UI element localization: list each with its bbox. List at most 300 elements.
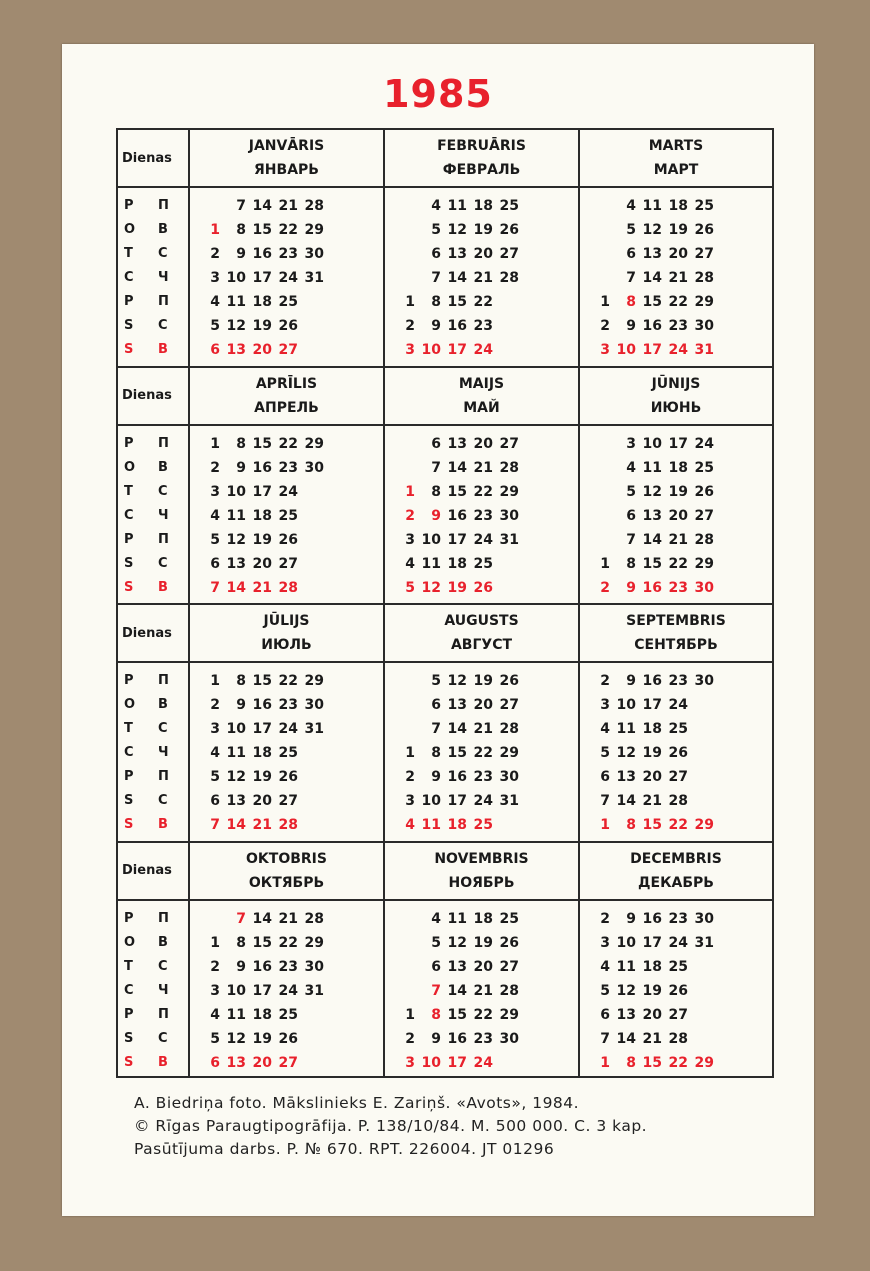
- day-number: 24: [278, 270, 298, 286]
- month-block: [383, 366, 578, 604]
- day-number: [389, 693, 415, 717]
- day-number: 6: [210, 555, 220, 572]
- day-number: [688, 1027, 714, 1051]
- day-number: [389, 218, 415, 242]
- day-number: 20: [668, 246, 688, 262]
- day-number: 17: [252, 483, 272, 500]
- weekday-latvian: P: [124, 435, 134, 451]
- month-header: [385, 843, 578, 901]
- day-number: 6: [210, 793, 220, 809]
- day-number: 7: [600, 1030, 610, 1047]
- day-number: 7: [431, 982, 441, 999]
- day-number: 4: [405, 555, 415, 572]
- day-number: 12: [642, 222, 662, 238]
- weekday-row: [124, 717, 192, 741]
- day-number: 11: [616, 721, 636, 737]
- day-number: 24: [278, 483, 298, 500]
- weekday-latvian: P: [124, 294, 134, 309]
- day-number: 12: [447, 222, 467, 238]
- day-number: 2: [210, 459, 220, 476]
- weekday-row: [124, 504, 192, 528]
- day-number: 15: [447, 745, 467, 761]
- day-number: 1: [405, 483, 415, 500]
- day-number: 17: [447, 531, 467, 548]
- day-number: 25: [278, 1006, 298, 1023]
- day-number: 10: [616, 697, 636, 713]
- weekday-latvian: O: [124, 934, 136, 950]
- day-number: [389, 979, 415, 1003]
- week-row: [194, 789, 383, 813]
- day-number: 28: [694, 531, 714, 548]
- day-number: 6: [626, 246, 636, 262]
- day-number: 4: [405, 817, 415, 833]
- month-header: [190, 605, 383, 663]
- day-number: [298, 1003, 324, 1027]
- day-number: 10: [616, 342, 636, 358]
- day-number: 28: [668, 793, 688, 809]
- day-number: 31: [304, 721, 324, 737]
- week-row: [389, 218, 578, 242]
- day-number: 28: [278, 579, 298, 596]
- day-number: 30: [499, 769, 519, 785]
- day-number: [688, 765, 714, 789]
- day-number: 24: [473, 531, 493, 548]
- day-number: [688, 693, 714, 717]
- day-number: 20: [252, 342, 272, 358]
- day-number: 16: [252, 958, 272, 975]
- day-number: 9: [626, 673, 636, 689]
- week-row: [194, 290, 383, 314]
- weekday-russian: В: [158, 1054, 168, 1070]
- day-number: 16: [447, 769, 467, 785]
- day-number: 23: [473, 507, 493, 524]
- day-number: 27: [499, 697, 519, 713]
- day-number: 17: [668, 435, 688, 452]
- week-row: [194, 456, 383, 480]
- week-row: [194, 979, 383, 1003]
- day-number: 27: [499, 435, 519, 452]
- day-number: 22: [668, 294, 688, 310]
- day-number: 13: [447, 958, 467, 975]
- weekday-row: [124, 1027, 192, 1051]
- day-number: 10: [226, 721, 246, 737]
- day-number: 26: [694, 222, 714, 238]
- week-row: [389, 765, 578, 789]
- day-number: 11: [226, 507, 246, 524]
- day-number: 28: [304, 910, 324, 927]
- day-number: 9: [626, 910, 636, 927]
- day-number: 31: [694, 342, 714, 358]
- day-number: 10: [642, 435, 662, 452]
- day-number: 14: [226, 817, 246, 833]
- week-row: [584, 290, 772, 314]
- day-number: 26: [278, 318, 298, 334]
- month-name-russian: ОКТЯБРЬ: [248, 874, 325, 891]
- weekday-russian: В: [158, 934, 168, 950]
- day-number: 15: [447, 294, 467, 310]
- week-row: [584, 218, 772, 242]
- week-row: [194, 717, 383, 741]
- day-number: 4: [626, 198, 636, 214]
- weekday-row: [124, 741, 192, 765]
- week-row: [584, 1051, 772, 1075]
- week-row: [389, 504, 578, 528]
- day-number: 13: [447, 246, 467, 262]
- day-number: 18: [668, 198, 688, 214]
- day-number: 21: [252, 817, 272, 833]
- day-number: 27: [694, 507, 714, 524]
- day-number: 4: [600, 958, 610, 975]
- day-number: 12: [616, 745, 636, 761]
- week-row: [389, 194, 578, 218]
- day-number: [298, 765, 324, 789]
- day-number: 6: [431, 697, 441, 713]
- day-number: 6: [626, 507, 636, 524]
- week-row: [584, 576, 772, 600]
- day-number: 2: [600, 579, 610, 596]
- day-number: 20: [252, 1054, 272, 1071]
- day-number: 4: [210, 1006, 220, 1023]
- day-number: 25: [668, 721, 688, 737]
- month-block: [578, 603, 774, 841]
- week-row: [389, 955, 578, 979]
- day-number: 21: [642, 793, 662, 809]
- day-number: [493, 813, 519, 837]
- day-number: [389, 669, 415, 693]
- month-name-russian: МАЙ: [463, 399, 500, 416]
- day-number: 22: [278, 435, 298, 452]
- day-number: [584, 218, 610, 242]
- day-number: 29: [304, 222, 324, 238]
- day-number: 6: [600, 769, 610, 785]
- day-number: 3: [405, 531, 415, 548]
- day-number: 19: [642, 745, 662, 761]
- month-name-russian: ИЮЛЬ: [261, 637, 312, 653]
- week-row: [194, 1051, 383, 1075]
- week-row: [584, 480, 772, 504]
- month-name-latvian: MAIJS: [458, 375, 505, 392]
- day-number: 2: [405, 1030, 415, 1047]
- day-number: 26: [499, 673, 519, 689]
- weekday-russian: С: [158, 1030, 168, 1046]
- week-row: [584, 813, 772, 837]
- day-number: 7: [626, 531, 636, 548]
- weekday-latvian: S: [124, 793, 134, 808]
- day-number: 16: [447, 1030, 467, 1047]
- day-number: 8: [236, 673, 246, 689]
- week-row: [389, 1027, 578, 1051]
- month-block: [188, 841, 383, 1079]
- day-number: 7: [236, 910, 246, 927]
- week-row: [194, 813, 383, 837]
- weekday-row: [124, 907, 192, 931]
- weekday-russian: П: [158, 1006, 169, 1022]
- week-row: [389, 338, 578, 362]
- day-number: 20: [668, 507, 688, 524]
- day-number: 13: [616, 1006, 636, 1023]
- month-name-russian: ИЮНЬ: [650, 399, 702, 416]
- day-number: 20: [473, 246, 493, 262]
- day-number: 16: [447, 507, 467, 524]
- day-number: 20: [473, 697, 493, 713]
- day-number: 25: [668, 958, 688, 975]
- weekday-row: [124, 931, 192, 955]
- day-number: 22: [668, 555, 688, 572]
- day-number: 27: [278, 342, 298, 358]
- day-number: 9: [236, 246, 246, 262]
- day-number: 24: [473, 1054, 493, 1071]
- day-number: 1: [600, 1054, 610, 1071]
- week-row: [389, 907, 578, 931]
- day-number: 22: [278, 934, 298, 951]
- month-block: [578, 841, 774, 1079]
- day-number: 1: [405, 745, 415, 761]
- weekday-russian: П: [158, 673, 169, 688]
- day-number: 31: [499, 531, 519, 548]
- weekday-russian: Ч: [158, 982, 169, 998]
- month-name-russian: НОЯБРЬ: [448, 874, 515, 891]
- day-number: 23: [278, 246, 298, 262]
- day-number: 5: [431, 222, 441, 238]
- week-row: [584, 266, 772, 290]
- week-row: [389, 480, 578, 504]
- day-number: 5: [600, 745, 610, 761]
- day-number: 11: [642, 198, 662, 214]
- day-number: 28: [278, 817, 298, 833]
- day-number: 3: [210, 982, 220, 999]
- week-row: [584, 979, 772, 1003]
- day-number: 12: [642, 483, 662, 500]
- day-number: 2: [210, 246, 220, 262]
- day-number: 11: [616, 958, 636, 975]
- day-number: 22: [278, 673, 298, 689]
- day-number: 10: [421, 793, 441, 809]
- day-number: 28: [499, 459, 519, 476]
- day-number: 4: [210, 745, 220, 761]
- month-name-russian: АВГУСТ: [450, 637, 513, 653]
- weekday-russian: С: [158, 958, 168, 974]
- weekday-row: [124, 528, 192, 552]
- day-number: 4: [431, 198, 441, 214]
- weekday-russian: П: [158, 435, 169, 451]
- day-number: 5: [210, 769, 220, 785]
- weekday-latvian: P: [124, 1006, 134, 1022]
- day-number: [688, 1003, 714, 1027]
- week-row: [194, 480, 383, 504]
- day-number: 5: [626, 222, 636, 238]
- week-row: [584, 242, 772, 266]
- dienas-label: Dienas: [118, 605, 192, 663]
- day-number: 2: [210, 958, 220, 975]
- day-number: 5: [210, 531, 220, 548]
- day-number: 31: [304, 982, 324, 999]
- month-name-russian: ЯНВАРЬ: [254, 162, 319, 178]
- day-number: 1: [210, 673, 220, 689]
- day-number: [584, 432, 610, 456]
- month-name-latvian: APRĪLIS: [255, 375, 318, 392]
- day-number: 25: [278, 294, 298, 310]
- day-number: 27: [499, 958, 519, 975]
- week-row: [584, 955, 772, 979]
- month-header: [580, 130, 772, 188]
- day-number: 15: [447, 1006, 467, 1023]
- day-number: [298, 528, 324, 552]
- week-row: [584, 504, 772, 528]
- day-number: 6: [210, 1054, 220, 1071]
- day-number: 18: [252, 1006, 272, 1023]
- day-number: 15: [252, 934, 272, 951]
- day-number: 19: [668, 222, 688, 238]
- imprint-line: A. Biedriņa foto. Mākslinieks E. Zariņš. «Avots», 1984.: [134, 1094, 580, 1112]
- day-number: 19: [473, 934, 493, 951]
- week-row: [389, 290, 578, 314]
- day-number: 25: [499, 910, 519, 927]
- day-number: 18: [668, 459, 688, 476]
- day-number: 6: [431, 435, 441, 452]
- calendar-card: [62, 44, 814, 1216]
- day-number: 18: [252, 507, 272, 524]
- day-number: 21: [278, 198, 298, 214]
- weekday-row: [124, 266, 192, 290]
- day-number: 22: [473, 745, 493, 761]
- month-name-latvian: AUGUSTS: [444, 613, 519, 629]
- day-number: [493, 290, 519, 314]
- week-row: [389, 552, 578, 576]
- day-number: 29: [304, 435, 324, 452]
- day-number: [298, 504, 324, 528]
- weekday-latvian: O: [124, 459, 136, 475]
- day-number: 16: [252, 246, 272, 262]
- week-row: [389, 717, 578, 741]
- week-row: [584, 528, 772, 552]
- weekday-russian: П: [158, 531, 169, 547]
- month-header: [190, 130, 383, 188]
- day-number: 8: [431, 294, 441, 310]
- weekday-row: [124, 338, 192, 362]
- day-number: 14: [447, 721, 467, 737]
- day-number: [389, 194, 415, 218]
- day-number: [584, 194, 610, 218]
- weekday-latvian: C: [124, 982, 134, 998]
- day-number: [688, 741, 714, 765]
- day-number: 22: [473, 294, 493, 310]
- weekday-latvian: O: [124, 222, 136, 237]
- week-row: [584, 314, 772, 338]
- day-number: 17: [447, 793, 467, 809]
- weekday-row: [124, 1051, 192, 1075]
- day-number: 18: [473, 198, 493, 214]
- month-header: [580, 368, 772, 426]
- day-number: 8: [431, 1006, 441, 1023]
- day-number: 26: [668, 982, 688, 999]
- day-number: 13: [226, 555, 246, 572]
- day-number: 10: [226, 483, 246, 500]
- day-number: 14: [447, 982, 467, 999]
- day-number: 14: [616, 793, 636, 809]
- day-number: 25: [694, 459, 714, 476]
- day-number: 29: [499, 1006, 519, 1023]
- day-number: [584, 528, 610, 552]
- weekday-russian: В: [158, 697, 168, 712]
- day-number: [389, 931, 415, 955]
- day-number: 24: [473, 793, 493, 809]
- day-number: 16: [252, 459, 272, 476]
- day-number: 28: [304, 198, 324, 214]
- day-number: 7: [431, 721, 441, 737]
- weekday-latvian: O: [124, 697, 136, 712]
- month-name-russian: МАРТ: [653, 162, 699, 178]
- week-row: [194, 242, 383, 266]
- day-number: 21: [278, 910, 298, 927]
- day-number: [298, 1051, 324, 1075]
- day-number: 22: [668, 817, 688, 833]
- day-number: [298, 290, 324, 314]
- day-number: 3: [210, 483, 220, 500]
- day-number: 25: [278, 507, 298, 524]
- day-number: 11: [447, 910, 467, 927]
- day-number: 9: [236, 697, 246, 713]
- day-number: 20: [473, 435, 493, 452]
- day-number: 27: [499, 246, 519, 262]
- month-name-russian: СЕНТЯБРЬ: [634, 637, 718, 653]
- day-number: 14: [252, 910, 272, 927]
- day-number: 9: [431, 507, 441, 524]
- month-block: [383, 841, 578, 1079]
- day-number: 29: [499, 483, 519, 500]
- day-number: 4: [600, 721, 610, 737]
- day-number: 30: [304, 697, 324, 713]
- day-number: 18: [473, 910, 493, 927]
- weekday-column: [116, 128, 188, 366]
- weekday-row: [124, 576, 192, 600]
- day-number: 15: [252, 673, 272, 689]
- weekday-latvian: T: [124, 958, 133, 974]
- day-number: 1: [210, 222, 220, 238]
- day-number: 16: [642, 673, 662, 689]
- week-row: [389, 242, 578, 266]
- weekday-latvian: P: [124, 910, 134, 926]
- week-row: [194, 1027, 383, 1051]
- day-number: [298, 1027, 324, 1051]
- week-row: [194, 955, 383, 979]
- weekday-russian: Ч: [158, 745, 169, 760]
- day-number: 13: [642, 246, 662, 262]
- day-number: 2: [405, 507, 415, 524]
- week-row: [584, 741, 772, 765]
- day-number: 30: [304, 246, 324, 262]
- weekday-row: [124, 314, 192, 338]
- day-number: 23: [473, 769, 493, 785]
- weekday-latvian: C: [124, 507, 134, 523]
- day-number: 25: [694, 198, 714, 214]
- week-row: [389, 741, 578, 765]
- day-number: 1: [210, 934, 220, 951]
- day-number: 18: [252, 294, 272, 310]
- day-number: 28: [694, 270, 714, 286]
- weekday-row: [124, 693, 192, 717]
- day-number: 28: [499, 270, 519, 286]
- month-block: [188, 366, 383, 604]
- day-number: 17: [447, 342, 467, 358]
- day-number: 15: [252, 222, 272, 238]
- day-number: 15: [642, 817, 662, 833]
- day-number: 24: [668, 697, 688, 713]
- day-number: [584, 480, 610, 504]
- day-number: 12: [226, 1030, 246, 1047]
- month-name-russian: ДЕКАБРЬ: [638, 874, 714, 891]
- day-number: 11: [447, 198, 467, 214]
- month-name-russian: ФЕВРАЛЬ: [442, 162, 521, 178]
